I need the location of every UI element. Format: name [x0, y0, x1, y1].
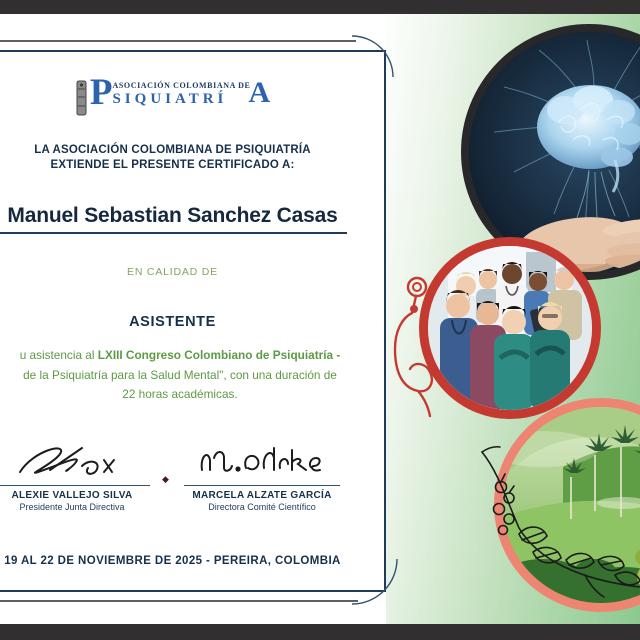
signature-line [184, 485, 340, 486]
medical-team-photo [419, 237, 601, 419]
logo-text-bottom: SIQUIATRÍ [112, 91, 228, 107]
certificate-header [0, 143, 345, 173]
logo-letter-p: P [89, 72, 113, 113]
recipient-underline [0, 232, 347, 234]
cocora-valley-illustration [503, 407, 640, 603]
body-line-1: u asistencia al LXIII Congreso Colombiano de Psiquiatría - [19, 348, 341, 362]
signature-stroke-director [180, 440, 344, 480]
date-location: 19 AL 22 DE NOVIEMBRE DE 2025 - PEREIRA, COLOMBIA [4, 555, 341, 567]
body-line-3: 22 horas académicas. [122, 387, 238, 401]
outer-frame-bottom-line [0, 600, 358, 602]
outer-frame-top-line [0, 40, 356, 42]
medical-team-illustration [428, 246, 592, 410]
logo-text-top: ASOCIACIÓN COLOMBIANA DE [112, 81, 251, 90]
header-line-2: EXTIENDE EL PRESENTE CERTIFICADO A: [50, 159, 295, 171]
brain-hologram-icon [469, 32, 640, 272]
signature-line [0, 485, 150, 486]
signature-block-director [180, 440, 344, 512]
signer-role: Directora Comité Científico [208, 502, 316, 512]
en-calidad-label: EN CALIDAD DE [127, 266, 218, 278]
signer-name: ALEXIE VALLEJO SILVA [11, 490, 133, 501]
signature-stroke-president [0, 440, 154, 480]
letterbox-bottom-bar [0, 624, 640, 640]
logo-letter-a: A [248, 76, 271, 109]
recipient-name: Manuel Sebastian Sanchez Casas [7, 204, 338, 227]
association-logo [0, 72, 345, 116]
role-label: ASISTENTE [129, 314, 216, 330]
body-line-2: de la Psiquiatría para la Salud Mental", con una duración de [23, 367, 337, 382]
letterbox-top-bar [0, 0, 640, 14]
header-line-1: LA ASOCIACIÓN COLOMBIANA DE PSIQUIATRÍA [34, 144, 311, 156]
signer-role: Presidente Junta Directiva [19, 502, 125, 512]
signature-block-president [0, 440, 154, 512]
certificate-body [0, 346, 372, 405]
totem-statue-icon [75, 80, 88, 116]
signer-name: MARCELA ALZATE GARCÍA [192, 490, 332, 501]
diamond-separator: ◆ [162, 474, 169, 484]
